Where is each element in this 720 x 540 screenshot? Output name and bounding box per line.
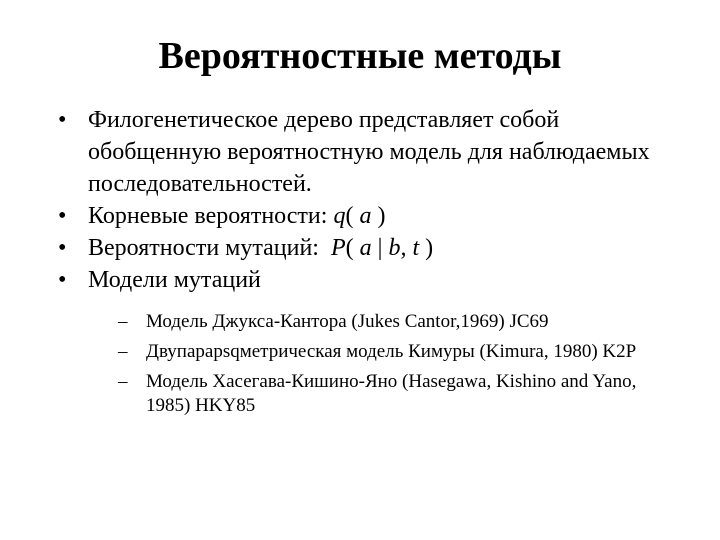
sub-item-kimura — [118, 340, 656, 364]
formula-argument: a — [359, 203, 372, 229]
dash-mark: – — [118, 371, 128, 392]
bullet-text-prefix: Вероятности мутаций: — [88, 235, 331, 261]
dash-mark: – — [118, 311, 128, 332]
formula-open-paren: ( — [345, 235, 360, 261]
formula-function: q — [333, 203, 346, 229]
bullet-text-prefix: Корневые вероятности: — [88, 203, 334, 229]
bullet-text: Филогенетическое дерево представляет собой обобщенную вероятностную модель для наблюдаемых последовательностей. — [88, 107, 650, 197]
bullet-mark: • — [58, 235, 67, 261]
sub-bullet-list — [56, 310, 686, 418]
sub-item-text: Двупарарsqметрическая модель Кимуры (Kimura, 1980) K2P — [146, 341, 637, 362]
bullet-mark: • — [58, 203, 67, 229]
formula-close-paren: ) — [371, 203, 386, 229]
bullet-item-phylogenetic-tree — [56, 104, 686, 200]
bullet-item-root-probabilities — [56, 200, 686, 232]
formula-argument-1: a — [359, 235, 372, 261]
bullet-item-mutation-models — [56, 264, 686, 418]
bullet-mark: • — [58, 107, 67, 133]
formula-close-paren: ) — [419, 235, 434, 261]
formula-open-paren: ( — [345, 203, 360, 229]
formula-argument-2: b, t — [388, 235, 420, 261]
formula-function: P — [330, 235, 346, 261]
sub-item-text: Модель Хасегава-Кишино-Яно (Hasegawa, Kishino and Yano, 1985) HKY85 — [146, 371, 637, 416]
dash-mark: – — [118, 341, 128, 362]
bullet-item-mutation-probabilities — [56, 232, 686, 264]
formula-separator: | — [371, 235, 389, 261]
bullet-mark: • — [58, 267, 67, 293]
bullet-text: Модели мутаций — [88, 267, 261, 293]
bullet-list — [56, 104, 686, 424]
sub-item-text: Модель Джукса-Кантора (Jukes Cantor,1969) JC69 — [146, 311, 549, 332]
sub-item-hasegawa — [118, 370, 656, 418]
slide-title: Вероятностные методы — [158, 35, 562, 77]
sub-item-jukes-cantor — [118, 310, 656, 334]
